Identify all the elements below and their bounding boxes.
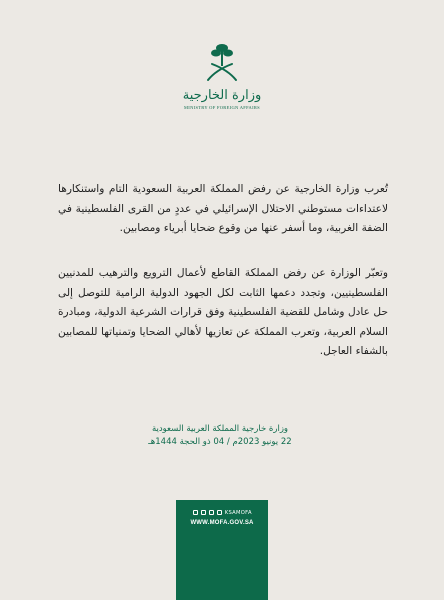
saudi-emblem-icon	[202, 42, 242, 86]
youtube-icon[interactable]	[209, 510, 214, 515]
statement-paragraph-2: وتعبّر الوزارة عن رفض المملكة القاطع لأعمال الترويع والترهيب للمدنيين الفلسطينيين، وتجدد دعمها الثابت لكل الجهود الدولية الرامية للتوصل إلى حل عادل وشامل للقضية الفلسطينية وفق قرارات الشرعية الدولية، ومبادرة السلام العربية، وتعرب المملكة عن تعازيها لأهالي الضحايا وتمنياتها للمصابين بالشفاء العاجل.	[58, 267, 388, 357]
website-link[interactable]: WWW.MOFA.GOV.SA	[190, 520, 254, 526]
logo-english-name: MINISTRY OF FOREIGN AFFAIRS	[184, 105, 260, 110]
facebook-icon[interactable]	[193, 510, 198, 515]
logo-arabic-name: وزارة الخارجية	[182, 88, 262, 103]
social-handle: KSAMOFA	[224, 510, 252, 516]
twitter-icon[interactable]	[217, 510, 222, 515]
footer-panel	[176, 500, 268, 600]
signature-date: 22 يونيو 2023م / 04 ذو الحجة 1444هـ	[148, 437, 292, 447]
instagram-icon[interactable]	[201, 510, 206, 515]
social-row	[176, 510, 268, 516]
signature-issuer: وزارة خارجية المملكة العربية السعودية	[151, 424, 289, 434]
statement-paragraph-1: تُعرب وزارة الخارجية عن رفض المملكة العربية السعودية التام واستنكارها لاعتداءات مستوطني الاحتلال الإسرائيلي في عددٍ من القرى الفلسطينية في الضفة الغربية، وما أسفر عنها من وقوع ضحايا أبرياء ومصابين.	[58, 183, 388, 234]
